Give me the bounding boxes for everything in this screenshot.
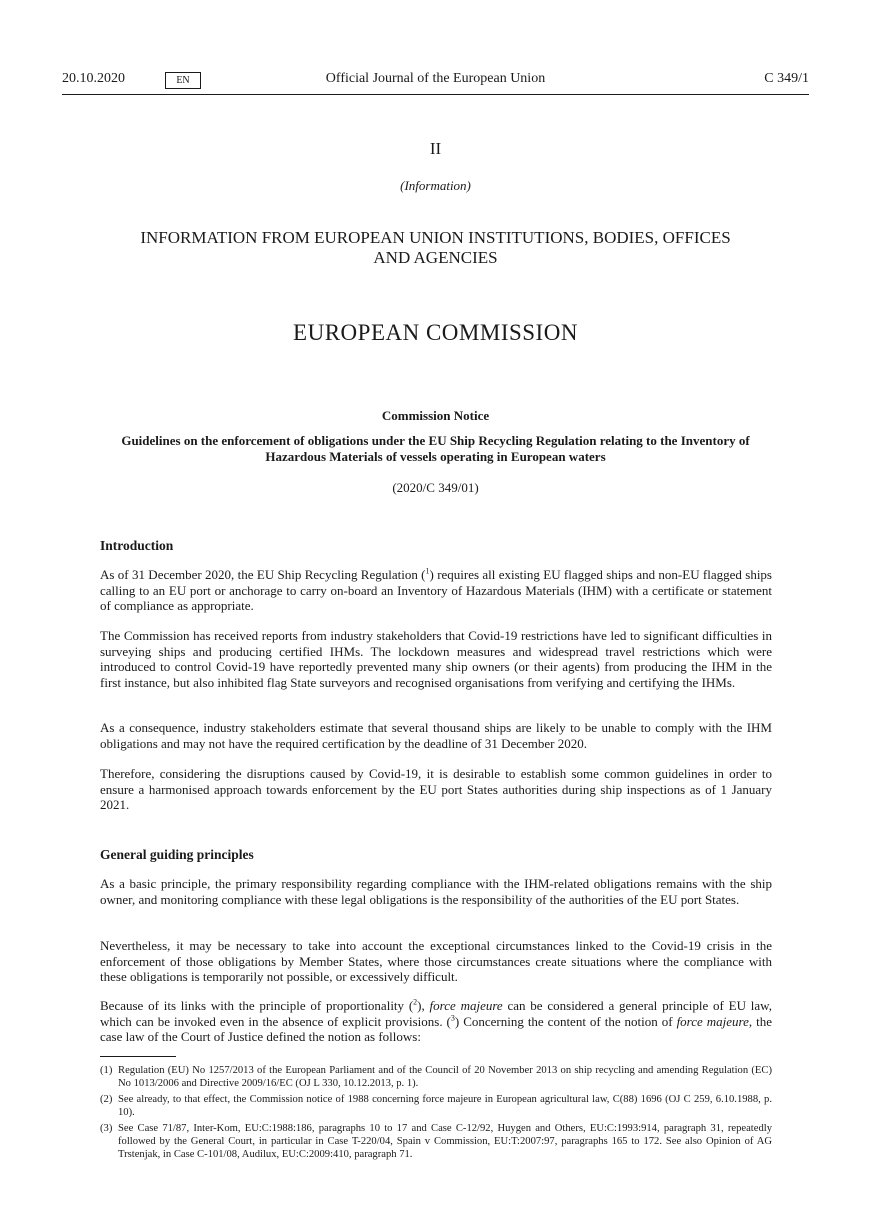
footnote-1 [100,1064,772,1090]
introduction-paragraph-1: As of 31 December 2020, the EU Ship Recycling Regulation ($^1$) requires all existing EU flagged ships and non-EU flagged ships calling to an EU port or anchorage to carry on-board an Inventory of Hazardous Materials (IHM) with a certificate or statement of compliance as appropriate. [100,566,772,613]
introduction-paragraph-3: As a consequence, industry stakeholders estimate that several thousand ships are likely to be unable to comply with the IHM obligations and may not have the required certification by the deadline of 31 December 2020. [100,720,772,751]
principles-paragraph-3: Because of its links with the principle of proportionality ($^2$), force majeure can be considered a general principle of EU law, which can be invoked even in the absence of explicit provisions. ($^3$) Concerning the content of the notion of force majeure, the case law of the Court of Justice defined the notion as follows: [100,997,772,1044]
footnote-number: (1) [100,1065,113,1076]
principles-heading: General guiding principles [100,847,254,862]
principles-paragraph-2: Nevertheless, it may be necessary to take into account the exceptional circumstances linked to the Covid-19 crisis in the enforcement of those obligations by Member States, where those circumstances create situations where the compliance with these obligations is temporarily not possible, or excessively difficult. [100,938,772,984]
footnote-divider [100,1056,176,1057]
footnote-text: See Case 71/87, Inter-Kom, EU:C:1988:186, paragraphs 10 to 17 and Case C-12/92, Huygen and Others, EU:C:1993:914, paragraph 31, repeatedly followed by the General Court, in particular in Case T-220/04, Spain v Commission, EU:T:2007:97, paragraphs 165 to 172. See also Opinion of AG Trstenjak, in Case C-101/08, Audilux, EU:C:2009:410, paragraph 71. [118,1123,772,1160]
part-number: II [429,139,442,158]
notice-type: Commission Notice [381,408,490,423]
institution-title: EUROPEAN COMMISSION [293,320,578,345]
principles-paragraph-1: As a basic principle, the primary responsibility regarding compliance with the IHM-related obligations remains with the ship owner, and monitoring compliance with these legal obligations is the responsibility of the authorities of the EU port States. [100,876,772,907]
footnote-ref-3[interactable]: 3 [450,1013,455,1023]
section-title-line-2: AND AGENCIES [373,248,498,267]
journal-reference: C 349/1 [764,71,809,86]
introduction-paragraph-4: Therefore, considering the disruptions caused by Covid-19, it is desirable to establish some common guidelines in order to ensure a harmonised approach towards enforcement by the EU port States authorities during ship inspections as of 1 January 2021. [100,766,772,812]
footnote-text: Regulation (EU) No 1257/2013 of the European Parliament and of the Council of 20 November 2013 on ship recycling and amending Regulation (EC) No 1013/2006 and Directive 2009/16/EC (OJ L 330, 10.12.2013, p. 1). [118,1065,772,1089]
footnote-number: (2) [100,1094,113,1105]
header-divider [62,94,809,95]
introduction-heading: Introduction [100,538,174,553]
introduction-paragraph-2: The Commission has received reports from industry stakeholders that Covid-19 restrictions have led to significant difficulties in surveying ships and producing certified IHMs. The lockdown measures and widespread travel restrictions which were introduced to control Covid-19 have reportedly prevented many ship owners (or their agents) from producing the IHM in the first instance, but also inhibited flag State surveyors and recognised organisations from verifying and certifying the IHMs. [100,628,772,690]
footnote-ref-1[interactable]: 1 [425,566,430,576]
document-reference: (2020/C 349/01) [392,480,479,495]
section-title-line-1: INFORMATION FROM EUROPEAN UNION INSTITUTIONS, BODIES, OFFICES [140,228,731,247]
section-title [0,228,871,268]
footnote-ref-2[interactable]: 2 [413,997,418,1007]
guidelines-title: Guidelines on the enforcement of obligations under the EU Ship Recycling Regulation relating to the Inventory of Hazardous Materials of vessels operating in European waters [121,433,750,464]
footnote-text: See already, to that effect, the Commission notice of 1988 concerning force majeure in European agricultural law, C(88) 1696 (OJ C 259, 6.10.1988, p. 10). [118,1094,772,1118]
footnote-3 [100,1122,772,1161]
language-badge: EN [165,72,201,89]
journal-title: Official Journal of the European Union [325,71,546,86]
information-label: (Information) [400,178,471,193]
footnote-number: (3) [100,1123,113,1134]
issue-date: 20.10.2020 [62,71,125,86]
footnote-2 [100,1093,772,1119]
